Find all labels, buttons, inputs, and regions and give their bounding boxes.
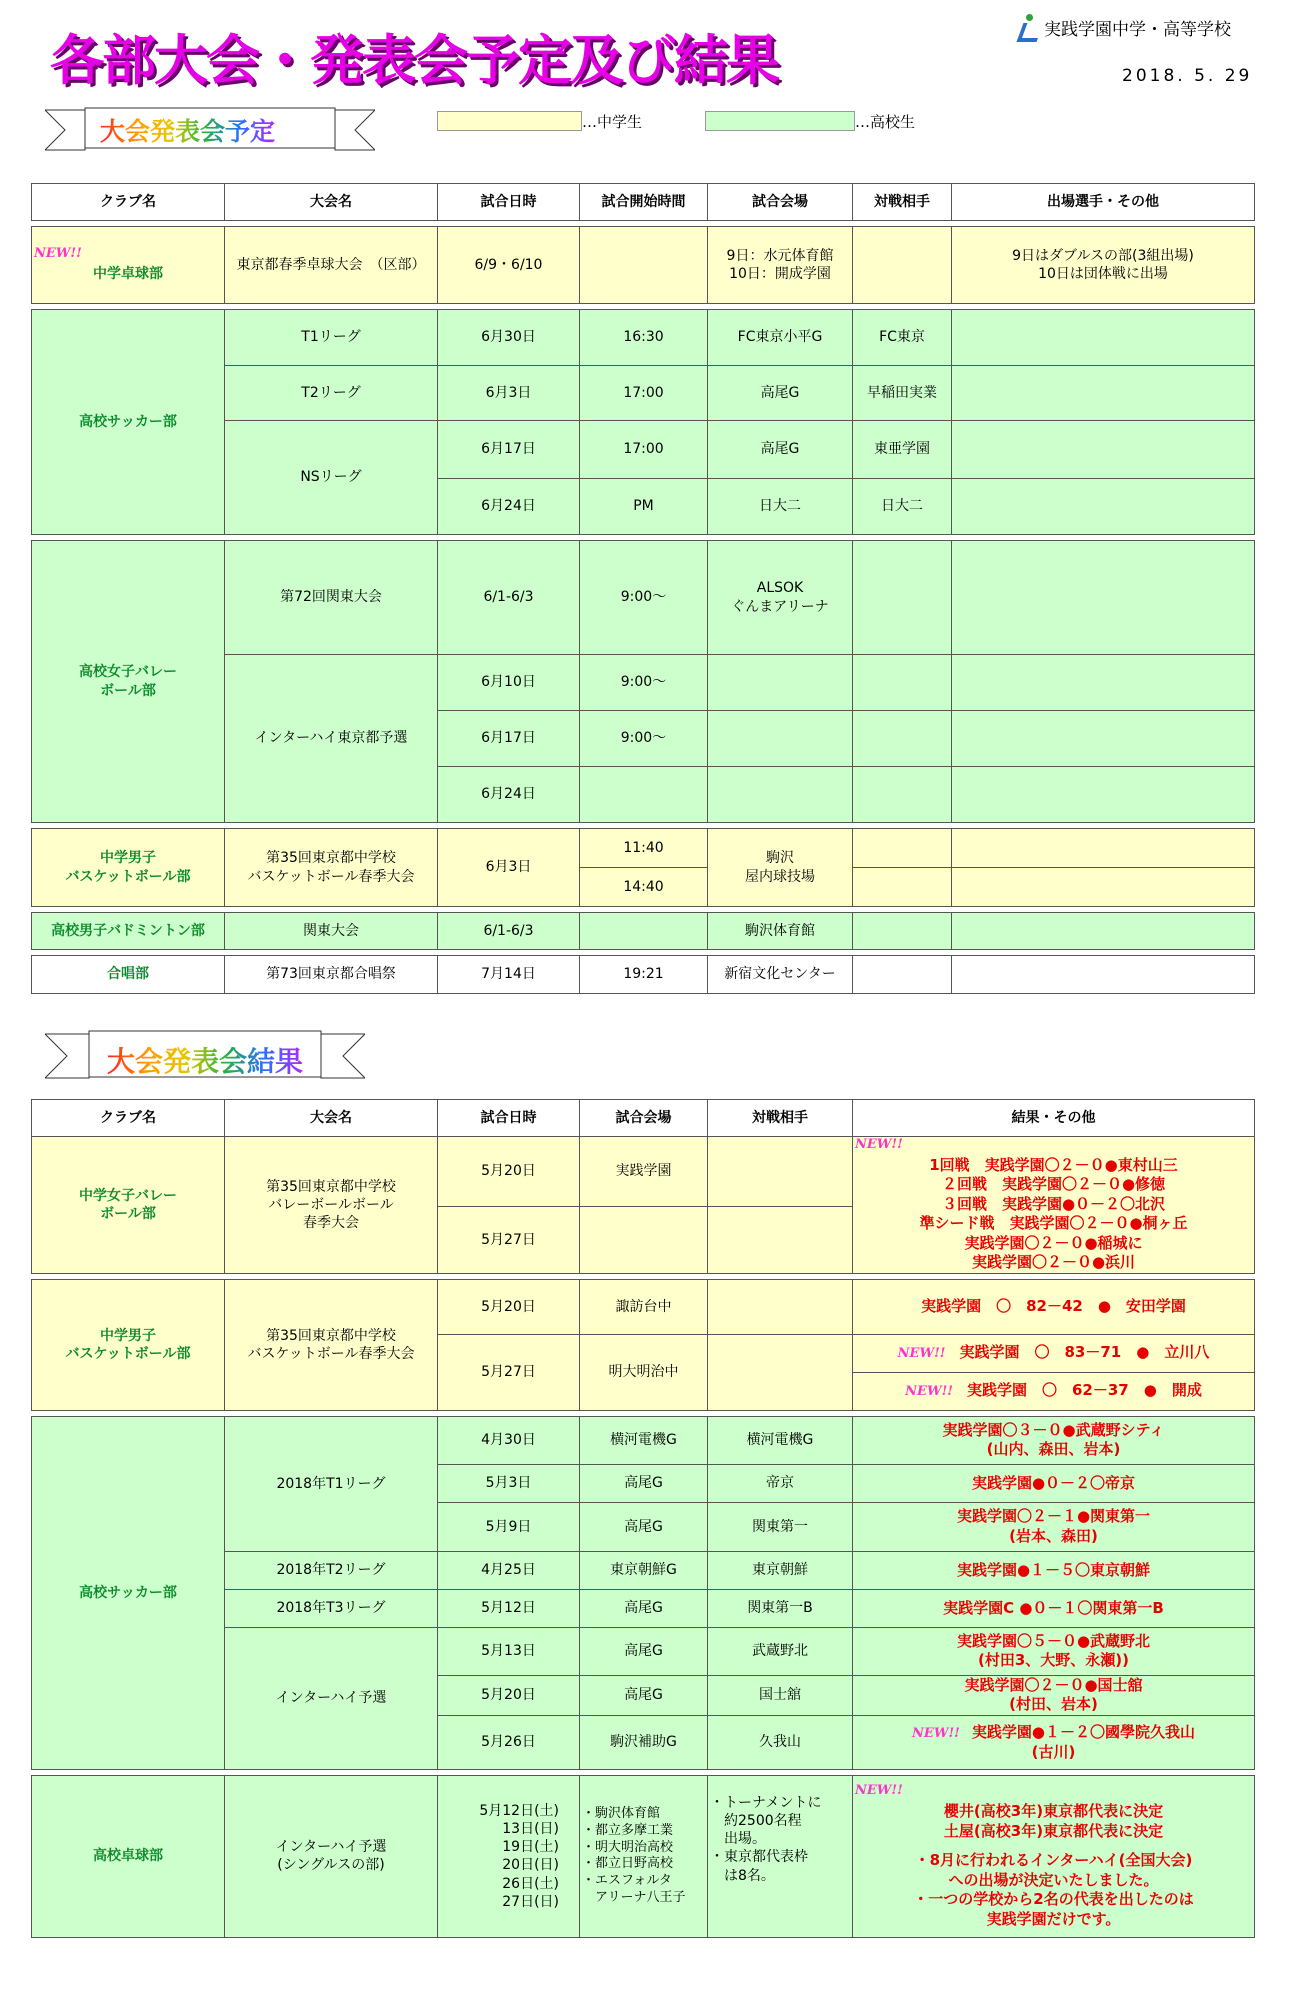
col-opponent: 対戦相手 [853, 184, 952, 221]
notes-cell: 9日はダブルスの部(3組出場) 10日は団体戦に出場 [952, 227, 1255, 304]
table-row: 2018年T3リーグ 5月12日 高尾G 関東第一B 実践学園C ●０－１〇関東第一B [32, 1589, 1255, 1627]
result-cell: NEW!! 実践学園 〇 83－71 ● 立川八 [853, 1334, 1255, 1372]
schedule-banner-text: 大会発表会予定 [100, 112, 275, 148]
result-cell: NEW!! 櫻井(高校3年)東京都代表に決定 土屋(高校3年)東京都代表に決定 ・8月に行われるインターハイ(全国大会) への出場が決定いたしました。 ・一つの学校から2名の代表を出したのは 実践学園だけです。 [853, 1775, 1255, 1937]
table-row: 6月17日 9:00～ [32, 711, 1255, 767]
new-badge: NEW!! [897, 1346, 946, 1362]
result-cell: 実践学園●１－５〇東京朝鮮 [853, 1551, 1255, 1589]
venue-cell: 9日：水元体育館 10日：開成学園 [708, 227, 853, 304]
legend-hs-swatch [705, 111, 855, 131]
table-row: 高校サッカー部 2018年T1リーグ 4月30日 横河電機G 横河電機G 実践学園〇３－０●武蔵野シティ (山内、森田、岩本) [32, 1416, 1255, 1464]
legend-hs-label: …高校生 [855, 113, 916, 131]
schedule-header-row [32, 184, 1255, 221]
dates-cell: 5月12日(土) 13日(日) 19日(土) 20日(日) 26日(土) 27日(日) [438, 1775, 580, 1937]
result-cell: 実践学園〇３－０●武蔵野シティ (山内、森田、岩本) [853, 1416, 1255, 1464]
club-cell: 高校女子バレー ボール部 [32, 541, 225, 823]
col-opponent: 対戦相手 [708, 1100, 853, 1137]
col-event: 大会名 [225, 1100, 438, 1137]
table-row [32, 227, 1255, 304]
result-cell: NEW!! 実践学園 〇 62－37 ● 開成 [853, 1372, 1255, 1410]
club-cell: 高校卓球部 [32, 1775, 225, 1937]
result-cell: 実践学園●０－２〇帝京 [853, 1464, 1255, 1502]
result-cell: 実践学園〇２－０●国士舘 (村田、岩本) [853, 1675, 1255, 1715]
table-row: 合唱部 第73回東京都合唱祭 7月14日 19:21 新宿文化センター [32, 956, 1255, 994]
club-cell: 中学男子 バスケットボール部 [32, 829, 225, 907]
club-cell: NEW!! 中学卓球部 [32, 227, 225, 304]
date-cell: 6/9・6/10 [438, 227, 580, 304]
table-row: 中学女子バレー ボール部 第35回東京都中学校 バレーボールボール 春季大会 5月20日 実践学園 NEW!! 1回戦 実践学園〇２－０●東村山三 ２回戦 実践学園〇２－０●修徳 ３回戦 実践学園●０－２〇北沢 準シード戦 実践学園〇２－０●桐ヶ丘 実践学園〇２－０●稲城に 実践学園〇２－０●浜川 [32, 1137, 1255, 1207]
table-row: 高校女子バレー ボール部 第72回関東大会 6/1-6/3 9:00～ ALSOK ぐんまアリーナ [32, 541, 1255, 655]
page-title: 各部大会・発表会予定及び結果 [50, 29, 778, 92]
results-banner [45, 1028, 365, 1076]
club-cell: 高校サッカー部 [32, 1416, 225, 1769]
table-row: 5月27日 明大明治中 NEW!! 実践学園 〇 83－71 ● 立川八 [32, 1334, 1255, 1372]
table-row: 高校男子バドミントン部 関東大会 6/1-6/3 駒沢体育館 [32, 913, 1255, 950]
school-name: 実践学園中学・高等学校 [1044, 19, 1231, 40]
table-row: NSリーグ 6月17日 17:00 高尾G 東亜学園 [32, 421, 1255, 479]
table-row: 6月24日 [32, 767, 1255, 823]
time-cell [580, 227, 708, 304]
table-row: 6月24日 PM 日大二 日大二 [32, 479, 1255, 535]
result-cell: 実践学園〇２－１●関東第一 (岩本、森田) [853, 1502, 1255, 1551]
col-results: 結果・その他 [853, 1100, 1255, 1137]
results-banner-text: 大会発表会結果 [107, 1040, 303, 1080]
table-row: 14:40 [32, 868, 1255, 907]
legend-jh-label: …中学生 [582, 113, 643, 131]
new-badge: NEW!! [855, 1137, 903, 1152]
result-cell: NEW!! 1回戦 実践学園〇２－０●東村山三 ２回戦 実践学園〇２－０●修徳 ３回戦 実践学園●０－２〇北沢 準シード戦 実践学園〇２－０●桐ヶ丘 実践学園〇２－０●稲城に 実践学園〇２－０●浜川 [853, 1137, 1255, 1274]
col-club: クラブ名 [32, 184, 225, 221]
col-start-time: 試合開始時間 [580, 184, 708, 221]
table-row: 5月20日 高尾G 国士舘 実践学園〇２－０●国士舘 (村田、岩本) [32, 1675, 1255, 1715]
new-badge: NEW!! [912, 1725, 960, 1741]
schedule-banner [45, 106, 375, 154]
club-cell: 中学女子バレー ボール部 [32, 1137, 225, 1274]
result-cell: 実践学園 〇 82－42 ● 安田学園 [853, 1279, 1255, 1334]
club-cell: 高校男子バドミントン部 [32, 913, 225, 950]
result-cell: 実践学園〇５－０●武蔵野北 (村田3、大野、永瀬)) [853, 1627, 1255, 1675]
event-cell: 東京都春季卓球大会 （区部） [225, 227, 438, 304]
col-club: クラブ名 [32, 1100, 225, 1137]
table-row: 2018年T2リーグ 4月25日 東京朝鮮G 東京朝鮮 実践学園●１－５〇東京朝鮮 [32, 1551, 1255, 1589]
col-players-notes: 出場選手・その他 [952, 184, 1255, 221]
col-event: 大会名 [225, 184, 438, 221]
new-badge: NEW!! [855, 1783, 903, 1799]
results-header-row [32, 1100, 1255, 1137]
table-row: インターハイ東京都予選 6月10日 9:00～ [32, 655, 1255, 711]
col-date: 試合日時 [438, 184, 580, 221]
table-row: 高校卓球部 インターハイ予選 (シングルスの部) 5月12日(土) 13日(日) 19日(土) 20日(日) 26日(土) 27日(日) ・駒沢体育館 ・都立多摩工業 ・明大明治高校 ・都立日野高校 ・エスフォルタ アリーナ八王子 ・トーナメントに 約2500名程 出場。 ・東京都代表枠 は8名。 NEW!! 櫻井(高校3年)東京都代表に決定 土屋(高校3年)東京都代表に決定 ・8月に行われるインターハイ(全国大会) への出場が決定いたしました。 ・一つの学校から2名の代表を出したのは 実践学園だけです。 [32, 1775, 1255, 1937]
new-badge: NEW!! [905, 1384, 953, 1400]
table-row: 5月9日 高尾G 関東第一 実践学園〇２－１●関東第一 (岩本、森田) [32, 1502, 1255, 1551]
result-cell: 実践学園C ●０－１〇関東第一B [853, 1589, 1255, 1627]
results-table [31, 1099, 1255, 1938]
table-row: インターハイ予選 5月13日 高尾G 武蔵野北 実践学園〇５－０●武蔵野北 (村田3、大野、永瀬)) [32, 1627, 1255, 1675]
update-date: 2018. 5. 29 [1122, 66, 1253, 86]
club-cell: 中学男子 バスケットボール部 [32, 1279, 225, 1410]
table-row: T2リーグ 6月3日 17:00 高尾G 早稲田実業 [32, 366, 1255, 421]
school-logo-icon [1018, 14, 1040, 40]
legend-jh-swatch [437, 111, 582, 131]
club-cell: 高校サッカー部 [32, 310, 225, 535]
new-badge: NEW!! [34, 246, 82, 262]
table-row: 5月3日 高尾G 帝京 実践学園●０－２〇帝京 [32, 1464, 1255, 1502]
col-date: 試合日時 [438, 1100, 580, 1137]
table-row: 中学男子 バスケットボール部 第35回東京都中学校 バスケットボール春季大会 5月20日 諏訪台中 実践学園 〇 82－42 ● 安田学園 [32, 1279, 1255, 1334]
venues-cell: ・駒沢体育館 ・都立多摩工業 ・明大明治高校 ・都立日野高校 ・エスフォルタ アリーナ八王子 [580, 1775, 708, 1937]
schedule-table [31, 183, 1255, 994]
col-venue: 試合会場 [580, 1100, 708, 1137]
result-cell: NEW!! 実践学園●１－２〇國學院久我山 (古川) [853, 1715, 1255, 1769]
table-row: 中学男子 バスケットボール部 第35回東京都中学校 バスケットボール春季大会 6月3日 11:40 駒沢 屋内球技場 [32, 829, 1255, 868]
table-row: 5月26日 駒沢補助G 久我山 NEW!! 実践学園●１－２〇國學院久我山 (古川) [32, 1715, 1255, 1769]
school-logo [1018, 14, 1231, 40]
notes-cell: ・トーナメントに 約2500名程 出場。 ・東京都代表枠 は8名。 [708, 1775, 853, 1937]
table-row: 高校サッカー部 T1リーグ 6月30日 16:30 FC東京小平G FC東京 [32, 310, 1255, 366]
club-cell: 合唱部 [32, 956, 225, 994]
opponent-cell [853, 227, 952, 304]
table-row: 5月27日 [32, 1206, 1255, 1273]
col-venue: 試合会場 [708, 184, 853, 221]
